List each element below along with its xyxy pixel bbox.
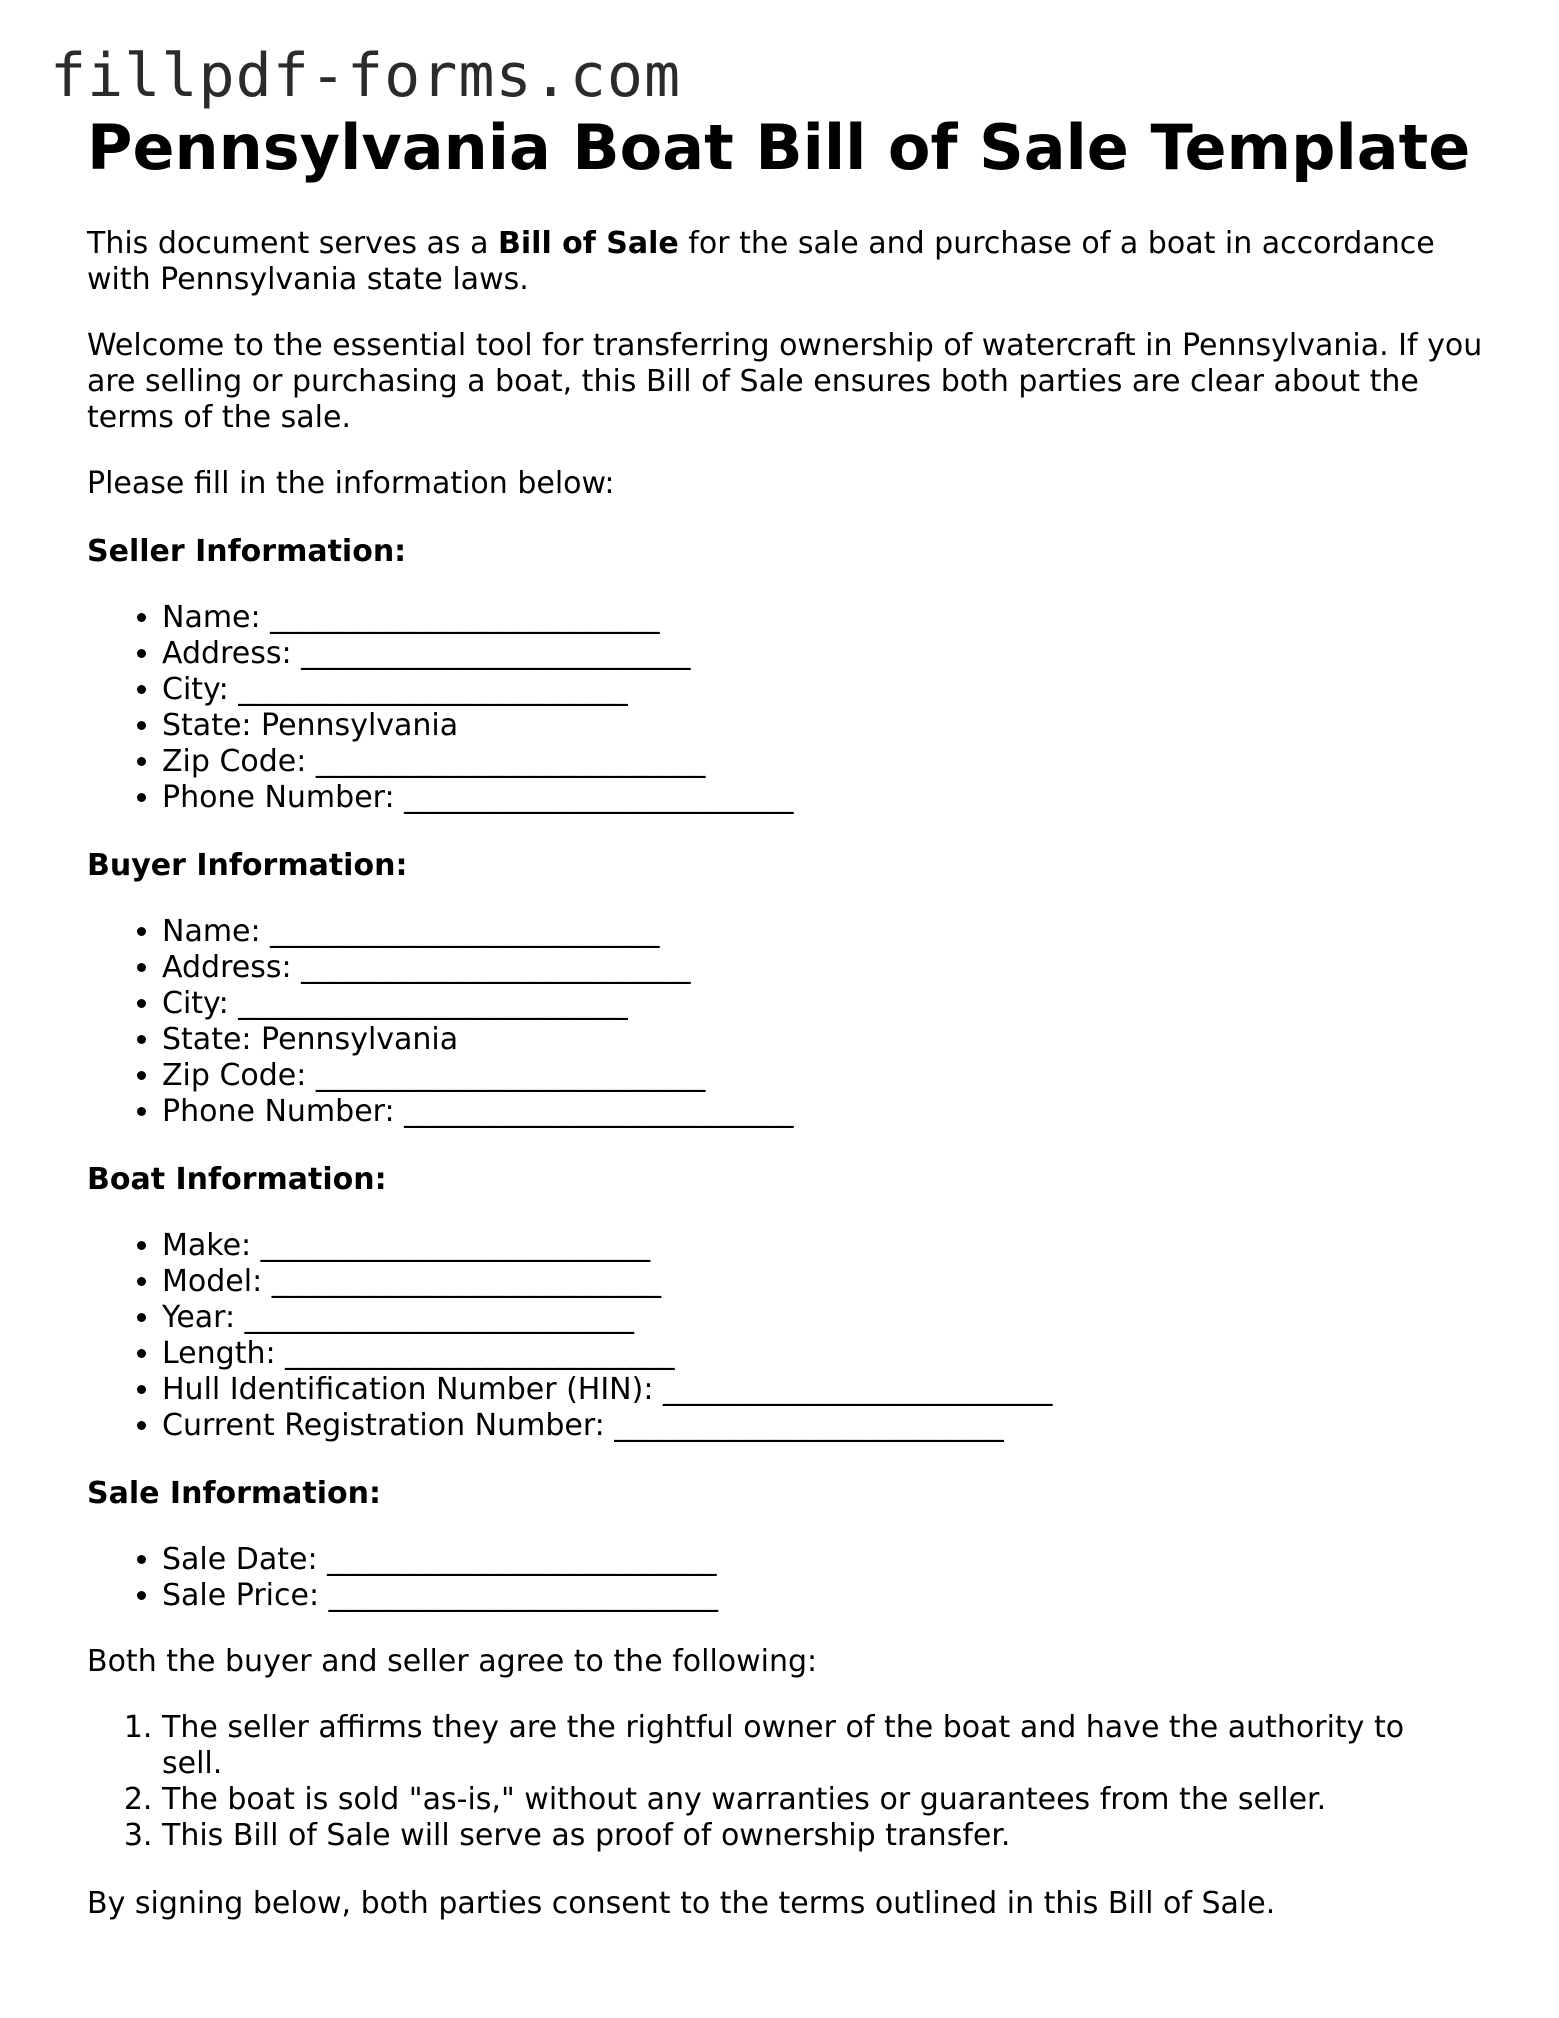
boat-fields — [87, 1228, 1487, 1444]
term-item: 3. This Bill of Sale will serve as proof of ownership transfer. — [162, 1818, 1487, 1854]
term-item: 2. The boat is sold "as-is," without any warranties or guarantees from the seller. — [162, 1782, 1487, 1818]
blank-line[interactable]: ___________________________ — [238, 986, 628, 1021]
field-label: Name: — [162, 600, 271, 635]
buyer-city-field[interactable] — [162, 986, 1487, 1022]
blank-line[interactable]: ___________________________ — [238, 672, 628, 707]
field-label: Address: — [162, 636, 302, 671]
field-label: City: — [162, 986, 239, 1021]
field-label: Sale Date: — [162, 1542, 328, 1577]
watermark: fillpdf-forms.com — [50, 41, 682, 111]
term-item: 1. The seller affirms they are the rightful owner of the boat and have the authority to sell. — [162, 1710, 1487, 1782]
blank-line[interactable]: ___________________________ — [404, 780, 793, 815]
buyer-phone-field[interactable] — [162, 1094, 1487, 1130]
field-label: Zip Code: — [162, 1058, 316, 1093]
boat-model-field[interactable] — [162, 1264, 1487, 1300]
intro-text-end: for the sale and purchase of a boat in accordance with Pennsylvania state laws. — [87, 226, 1435, 297]
field-label: Address: — [162, 950, 302, 985]
agreement-intro: Both the buyer and seller agree to the following: — [87, 1644, 818, 1679]
blank-line[interactable]: ___________________________ — [315, 744, 705, 779]
field-label: Sale Price: — [162, 1578, 329, 1613]
blank-line[interactable]: ___________________________ — [285, 1336, 674, 1371]
field-label: Hull Identification Number (HIN): — [162, 1372, 663, 1407]
agreement-terms — [87, 1710, 1487, 1854]
field-label: Phone Number: — [162, 1094, 405, 1129]
blank-line[interactable]: ___________________________ — [270, 600, 659, 635]
field-label: City: — [162, 672, 239, 707]
intro-text-start: This document serves as a — [87, 226, 499, 261]
seller-address-field[interactable] — [162, 636, 1487, 672]
field-label: Name: — [162, 914, 271, 949]
seller-state-line — [162, 708, 1487, 744]
intro-paragraph — [87, 226, 1487, 298]
field-label: Zip Code: — [162, 744, 316, 779]
buyer-name-field[interactable] — [162, 914, 1487, 950]
blank-line[interactable]: ___________________________ — [260, 1228, 650, 1263]
boat-length-field[interactable] — [162, 1336, 1487, 1372]
blank-line[interactable]: ___________________________ — [270, 914, 659, 949]
sale-date-field[interactable] — [162, 1542, 1487, 1578]
seller-section-title: Seller Information: — [87, 534, 407, 569]
buyer-fields — [87, 914, 1487, 1130]
sale-fields — [87, 1542, 1487, 1614]
buyer-state-line — [162, 1022, 1487, 1058]
seller-name-field[interactable] — [162, 600, 1487, 636]
boat-hin-field[interactable] — [162, 1372, 1487, 1408]
field-label: Make: — [162, 1228, 261, 1263]
intro-bold-term: Bill of Sale — [498, 226, 679, 261]
seller-phone-field[interactable] — [162, 780, 1487, 816]
field-label: State: Pennsylvania — [162, 708, 459, 743]
field-label: Current Registration Number: — [162, 1408, 615, 1443]
field-label: State: Pennsylvania — [162, 1022, 459, 1057]
fill-prompt: Please fill in the information below: — [87, 466, 615, 501]
blank-line[interactable]: ___________________________ — [271, 1264, 661, 1299]
field-label: Length: — [162, 1336, 286, 1371]
blank-line[interactable]: ___________________________ — [315, 1058, 705, 1093]
field-label: Year: — [162, 1300, 245, 1335]
page-title: Pennsylvania Boat Bill of Sale Template — [87, 111, 1471, 184]
blank-line[interactable]: ___________________________ — [328, 1578, 718, 1613]
sale-section-title: Sale Information: — [87, 1476, 381, 1511]
blank-line[interactable]: ___________________________ — [244, 1300, 634, 1335]
blank-line[interactable]: ___________________________ — [662, 1372, 1052, 1407]
buyer-address-field[interactable] — [162, 950, 1487, 986]
boat-section-title: Boat Information: — [87, 1162, 387, 1197]
seller-city-field[interactable] — [162, 672, 1487, 708]
seller-zip-field[interactable] — [162, 744, 1487, 780]
closing-statement: By signing below, both parties consent to the terms outlined in this Bill of Sale. — [87, 1886, 1276, 1921]
buyer-section-title: Buyer Information: — [87, 848, 408, 883]
blank-line[interactable]: ___________________________ — [614, 1408, 1004, 1443]
buyer-zip-field[interactable] — [162, 1058, 1487, 1094]
boat-make-field[interactable] — [162, 1228, 1487, 1264]
field-label: Model: — [162, 1264, 272, 1299]
blank-line[interactable]: ___________________________ — [404, 1094, 793, 1129]
blank-line[interactable]: ___________________________ — [301, 636, 690, 671]
blank-line[interactable]: ___________________________ — [327, 1542, 716, 1577]
blank-line[interactable]: ___________________________ — [301, 950, 690, 985]
seller-fields — [87, 600, 1487, 816]
welcome-paragraph: Welcome to the essential tool for transferring ownership of watercraft in Pennsylvania. If you are selling or purchasing a boat, this Bill of Sale ensures both parties are clear about the terms of the sale. — [87, 328, 1483, 435]
field-label: Phone Number: — [162, 780, 405, 815]
boat-registration-field[interactable] — [162, 1408, 1487, 1444]
sale-price-field[interactable] — [162, 1578, 1487, 1614]
boat-year-field[interactable] — [162, 1300, 1487, 1336]
document-page — [87, 108, 1487, 1922]
